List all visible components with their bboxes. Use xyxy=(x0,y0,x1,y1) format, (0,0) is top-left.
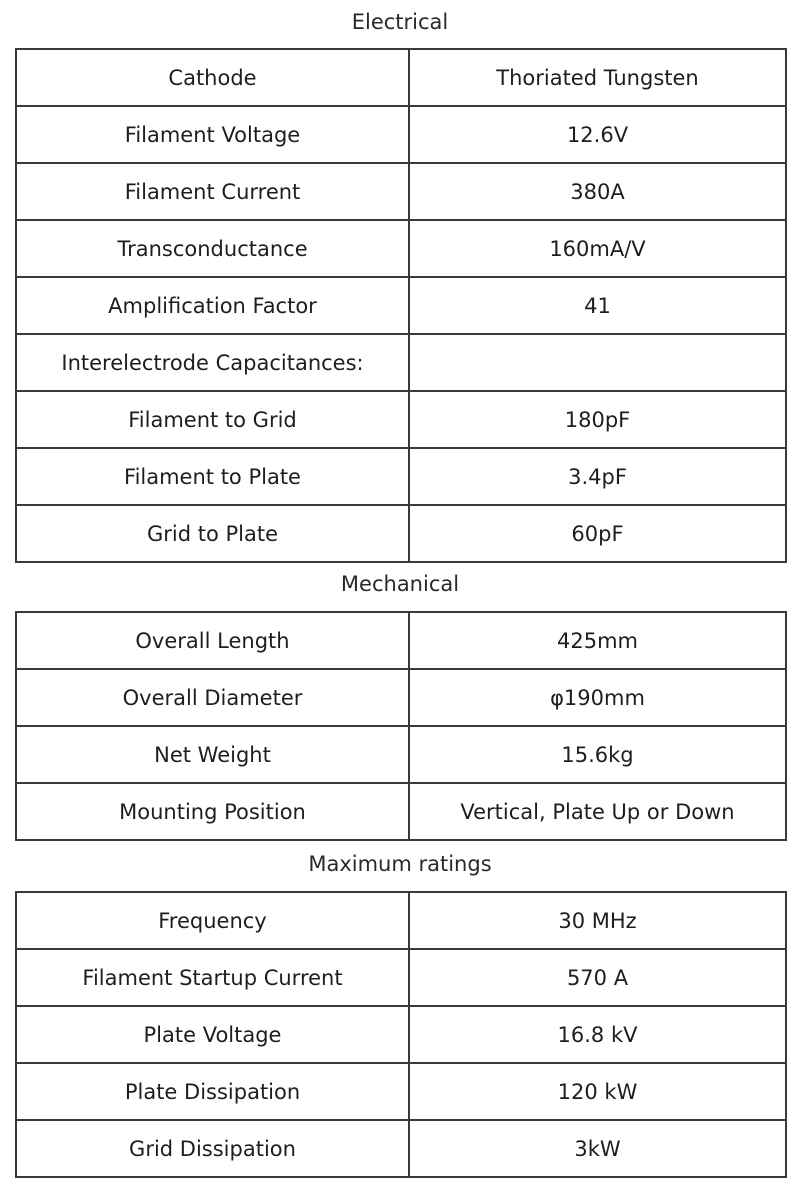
row-value: 380A xyxy=(409,163,786,220)
row-label: Grid Dissipation xyxy=(16,1120,409,1177)
row-value: Thoriated Tungsten xyxy=(409,49,786,106)
row-value: 60pF xyxy=(409,505,786,562)
row-value: φ190mm xyxy=(409,669,786,726)
table-row xyxy=(16,612,786,669)
electrical-table xyxy=(15,48,787,563)
maximum-ratings-table xyxy=(15,891,787,1178)
table-row xyxy=(16,505,786,562)
row-value: 30 MHz xyxy=(409,892,786,949)
row-value: 570 A xyxy=(409,949,786,1006)
table-row xyxy=(16,163,786,220)
row-label: Mounting Position xyxy=(16,783,409,840)
table-row xyxy=(16,892,786,949)
row-value: 180pF xyxy=(409,391,786,448)
row-value: 3.4pF xyxy=(409,448,786,505)
row-label: Plate Voltage xyxy=(16,1006,409,1063)
row-value: 16.8 kV xyxy=(409,1006,786,1063)
row-label: Amplification Factor xyxy=(16,277,409,334)
row-label: Filament to Plate xyxy=(16,448,409,505)
maximum-ratings-caption: Maximum ratings xyxy=(308,852,492,876)
table-row xyxy=(16,448,786,505)
row-value: 120 kW xyxy=(409,1063,786,1120)
row-label: Transconductance xyxy=(16,220,409,277)
table-row xyxy=(16,1006,786,1063)
row-label: Overall Diameter xyxy=(16,669,409,726)
row-label: Interelectrode Capacitances: xyxy=(16,334,409,391)
row-value: 3kW xyxy=(409,1120,786,1177)
row-value: 41 xyxy=(409,277,786,334)
table-row xyxy=(16,49,786,106)
row-label: Filament to Grid xyxy=(16,391,409,448)
mechanical-table xyxy=(15,611,787,841)
table-row xyxy=(16,726,786,783)
row-label: Filament Current xyxy=(16,163,409,220)
row-label: Filament Voltage xyxy=(16,106,409,163)
table-row xyxy=(16,669,786,726)
row-value: Vertical, Plate Up or Down xyxy=(409,783,786,840)
row-label: Frequency xyxy=(16,892,409,949)
row-value: 15.6kg xyxy=(409,726,786,783)
table-row xyxy=(16,106,786,163)
table-row xyxy=(16,391,786,448)
table-row xyxy=(16,1120,786,1177)
table-row xyxy=(16,949,786,1006)
row-value: 12.6V xyxy=(409,106,786,163)
row-value xyxy=(409,334,786,391)
table-row xyxy=(16,220,786,277)
row-value: 425mm xyxy=(409,612,786,669)
row-label: Filament Startup Current xyxy=(16,949,409,1006)
mechanical-caption: Mechanical xyxy=(340,572,460,596)
row-value: 160mA/V xyxy=(409,220,786,277)
row-label: Grid to Plate xyxy=(16,505,409,562)
table-row xyxy=(16,1063,786,1120)
electrical-caption: Electrical xyxy=(351,10,449,34)
row-label: Cathode xyxy=(16,49,409,106)
row-label: Net Weight xyxy=(16,726,409,783)
row-label: Plate Dissipation xyxy=(16,1063,409,1120)
row-label: Overall Length xyxy=(16,612,409,669)
table-row xyxy=(16,334,786,391)
table-row xyxy=(16,277,786,334)
table-row xyxy=(16,783,786,840)
